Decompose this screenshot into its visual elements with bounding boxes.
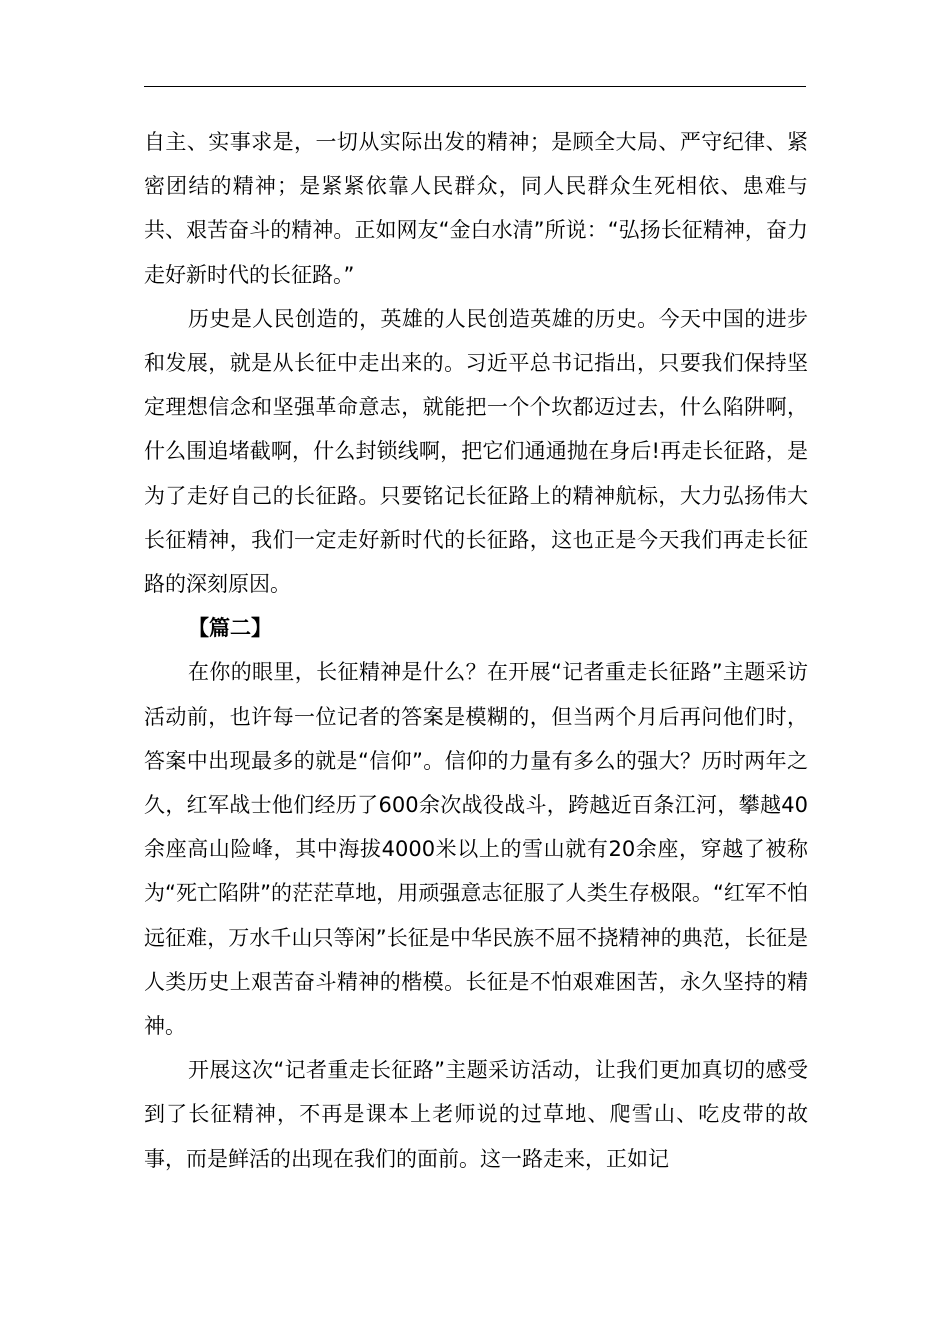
paragraph-long-march-spirit: 在你的眼里，长征精神是什么？在开展“记者重走长征路”主题采访活动前，也许每一位记者的答案是模糊的，但当两个月后再问他们时，答案中出现最多的就是“信仰”。信仰的力量有多么的强大？历时两年之久，红军战士他们经历了600余次战役战斗，跨越近百条江河，攀越40余座高山险峰，其中海拔4000米以上的雪山就有20余座，穿越了被称为“死亡陷阱”的茫茫草地，用顽强意志征服了人类生存极限。“红军不怕远征难，万水千山只等闲”长征是中华民族不屈不挠精神的典范，长征是人类历史上艰苦奋斗精神的楷模。长征是不怕艰难困苦，永久坚持的精神。	[144, 660, 808, 1039]
paragraph-continued: 自主、实事求是，一切从实际出发的精神；是顾全大局、严守纪律、紧密团结的精神；是紧紧依靠人民群众，同人民群众生死相依、患难与共、艰苦奋斗的精神。正如网友“金白水清”所说：“弘扬长征精神，奋力走好新时代的长征路。”	[144, 130, 808, 287]
section-heading: 【篇二】	[188, 616, 272, 641]
paragraph-history: 历史是人民创造的，英雄的人民创造英雄的历史。今天中国的进步和发展，就是从长征中走出来的。习近平总书记指出，只要我们保持坚定理想信念和坚强革命意志，就能把一个个坎都迈过去，什么陷阱啊，什么围追堵截啊，什么封锁线啊，把它们通通抛在身后!再走长征路，是为了走好自己的长征路。只要铭记长征路上的精神航标，大力弘扬伟大长征精神，我们一定走好新时代的长征路，这也正是今天我们再走长征路的深刻原因。	[144, 306, 808, 597]
paragraph-reporters: 开展这次“记者重走长征路”主题采访活动，让我们更加真切的感受到了长征精神，不再是课本上老师说的过草地、爬雪山、吃皮带的故事，而是鲜活的出现在我们的面前。这一路走来，正如记	[144, 1058, 808, 1171]
header-rule	[144, 86, 806, 87]
document-body	[144, 120, 808, 1181]
